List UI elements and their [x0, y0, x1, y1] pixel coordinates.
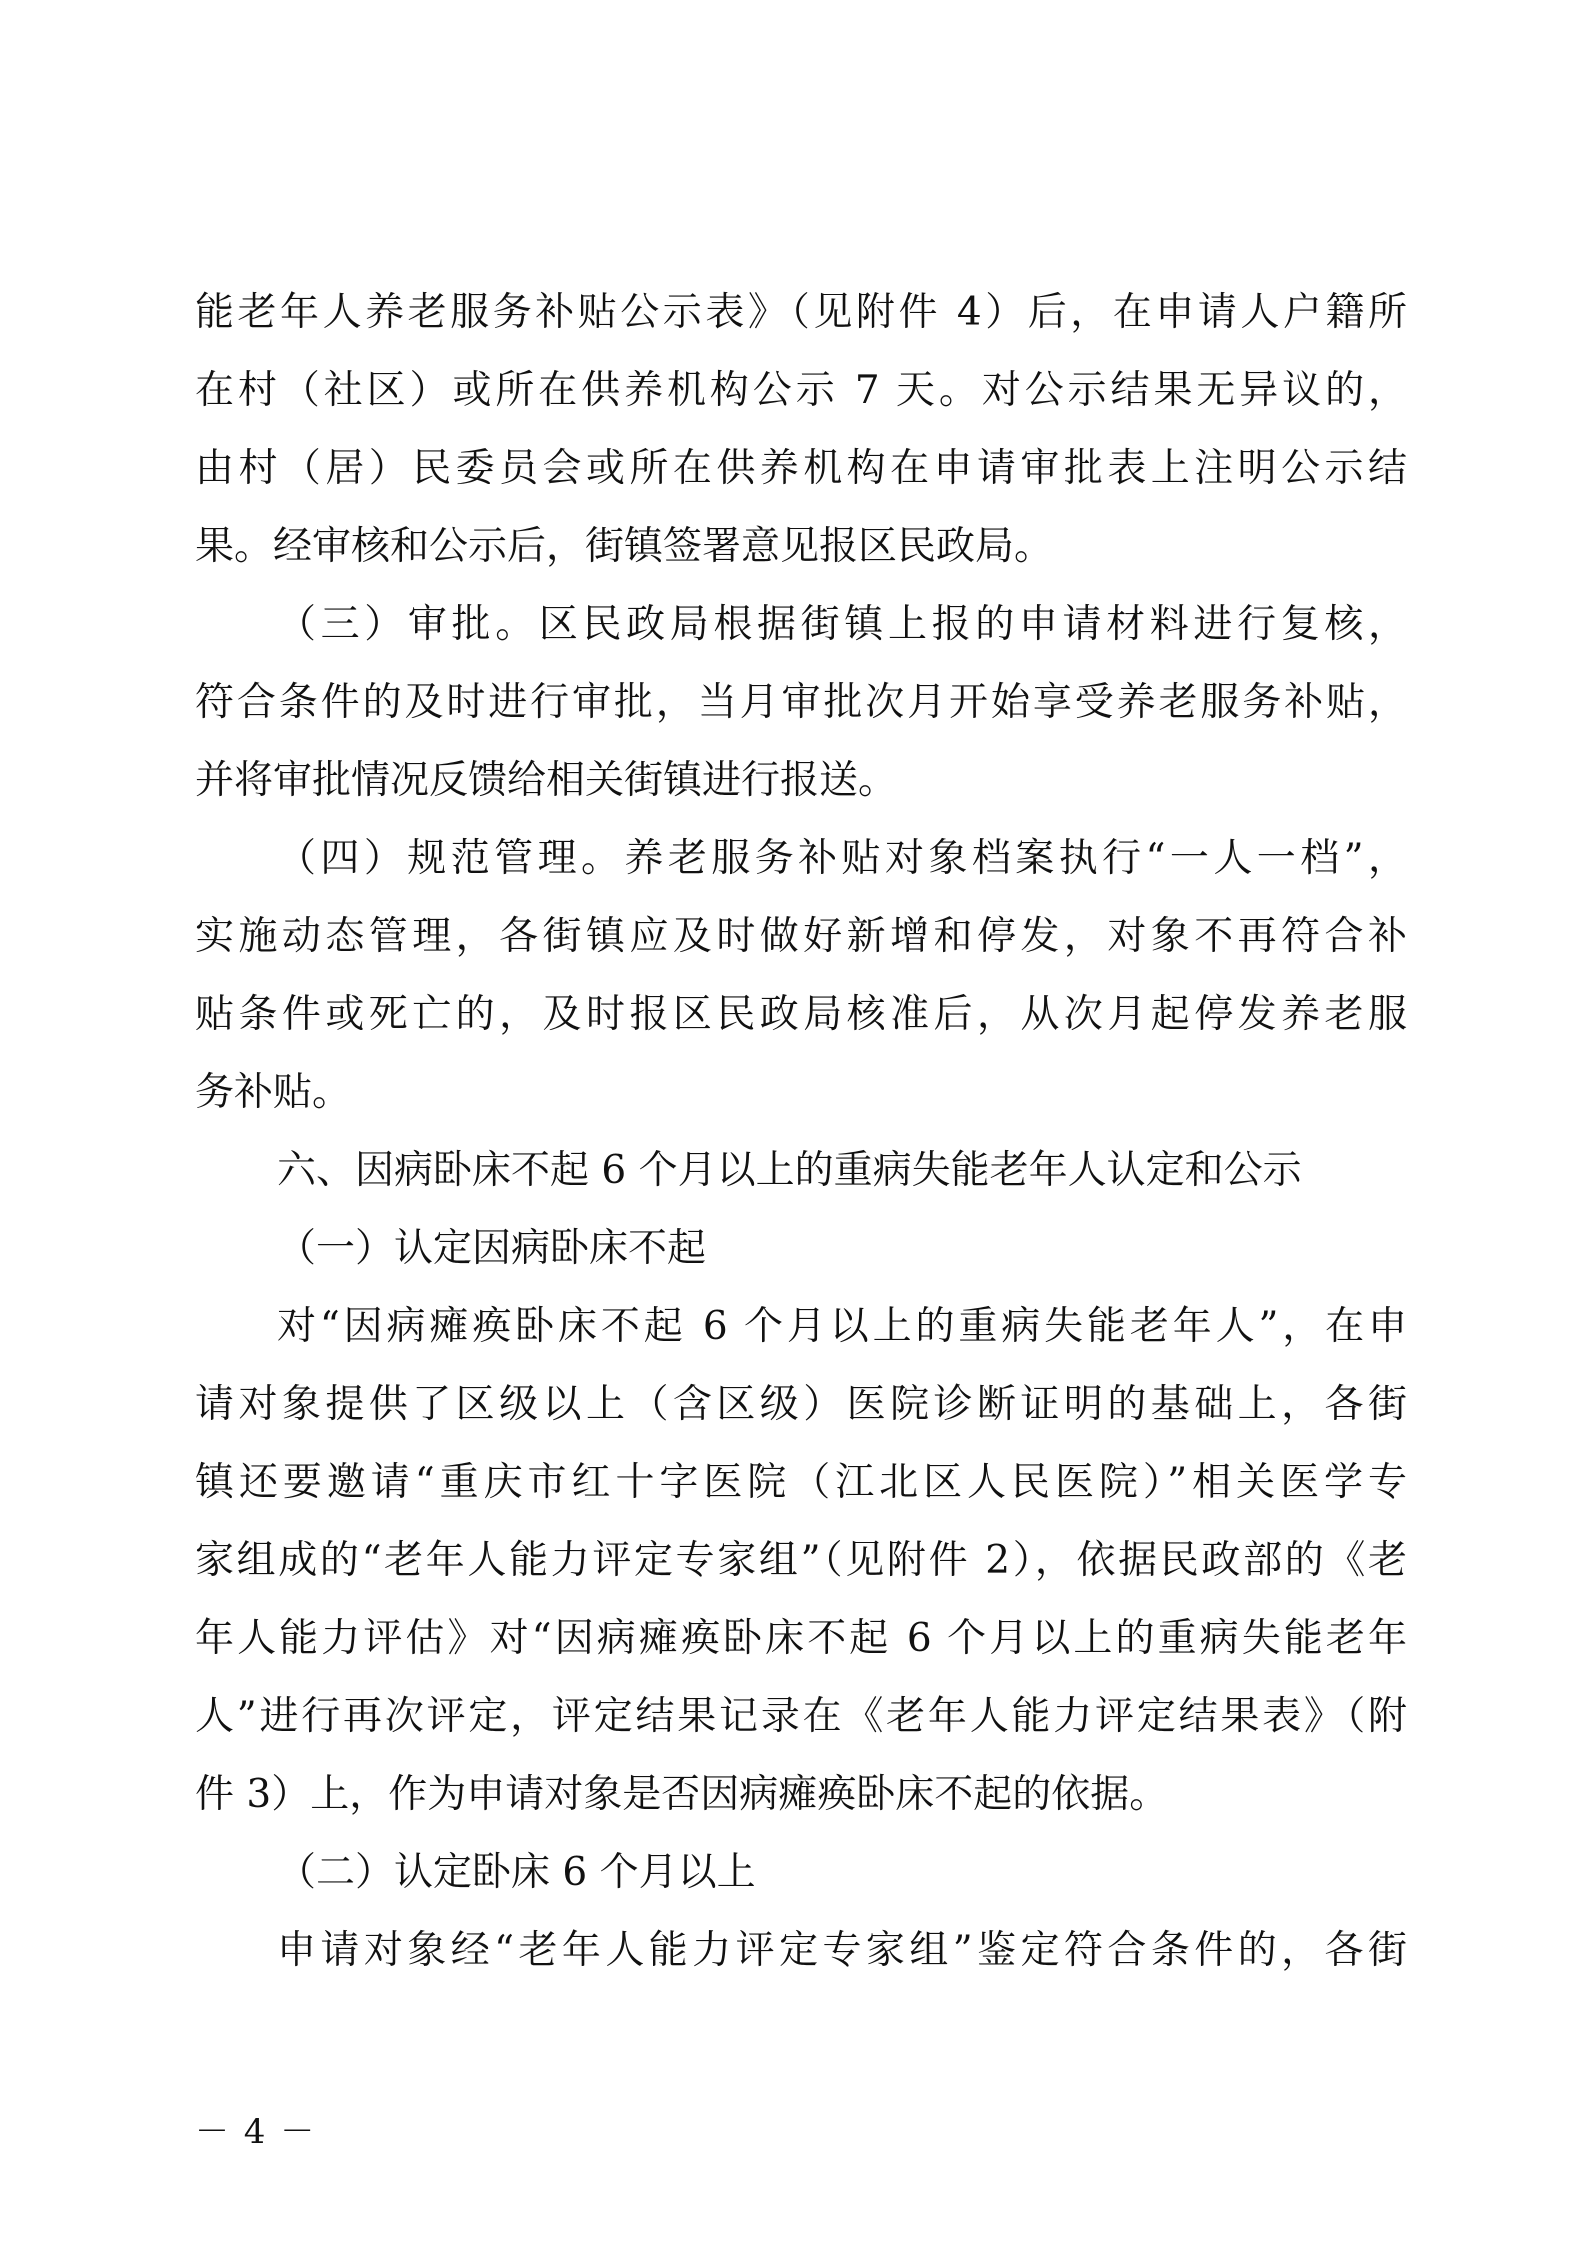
paragraph-line: 贴条件或死亡的，及时报区民政局核准后，从次月起停发养老服	[195, 992, 1407, 1037]
paragraph-line: 实施动态管理，各街镇应及时做好新增和停发，对象不再符合补	[195, 914, 1407, 959]
paragraph-line: （三）审批。区民政局根据街镇上报的申请材料进行复核，	[277, 602, 1407, 647]
section-heading: 六、因病卧床不起 6 个月以上的重病失能老年人认定和公示	[277, 1148, 1302, 1193]
paragraph-line: 在村（社区）或所在供养机构公示 7 天。对公示结果无异议的，	[195, 368, 1407, 413]
paragraph-line: 镇还要邀请“重庆市红十字医院（江北区人民医院）”相关医学专	[195, 1460, 1407, 1505]
page-number: － 4 －	[195, 2112, 317, 2152]
body-text	[195, 274, 1407, 1990]
subsection-heading: （二）认定卧床 6 个月以上	[277, 1850, 756, 1895]
subsection-heading: （一）认定因病卧床不起	[277, 1226, 707, 1271]
paragraph-line: 果。经审核和公示后，街镇签署意见报区民政局。	[195, 524, 1054, 569]
paragraph-line: 并将审批情况反馈给相关街镇进行报送。	[195, 758, 898, 803]
paragraph-line: 务补贴。	[195, 1070, 352, 1115]
paragraph-line: 件 3）上，作为申请对象是否因病瘫痪卧床不起的依据。	[195, 1772, 1169, 1817]
paragraph-line: 家组成的“老年人能力评定专家组”（见附件 2），依据民政部的《老	[195, 1538, 1407, 1583]
paragraph-line: 请对象提供了区级以上（含区级）医院诊断证明的基础上，各街	[195, 1382, 1407, 1427]
paragraph-line: 人”进行再次评定，评定结果记录在《老年人能力评定结果表》（附	[195, 1694, 1407, 1739]
paragraph-line: 能老年人养老服务补贴公示表》（见附件 4）后，在申请人户籍所	[195, 290, 1407, 335]
paragraph-line: 符合条件的及时进行审批，当月审批次月开始享受养老服务补贴，	[195, 680, 1407, 725]
paragraph-line: 年人能力评估》对“因病瘫痪卧床不起 6 个月以上的重病失能老年	[195, 1616, 1407, 1661]
paragraph-line: 由村（居）民委员会或所在供养机构在申请审批表上注明公示结	[195, 446, 1407, 491]
paragraph-line: （四）规范管理。养老服务补贴对象档案执行“一人一档”，	[277, 836, 1407, 881]
paragraph-line: 对“因病瘫痪卧床不起 6 个月以上的重病失能老年人”，在申	[277, 1304, 1407, 1349]
paragraph-line: 申请对象经“老年人能力评定专家组”鉴定符合条件的，各街	[277, 1928, 1407, 1973]
